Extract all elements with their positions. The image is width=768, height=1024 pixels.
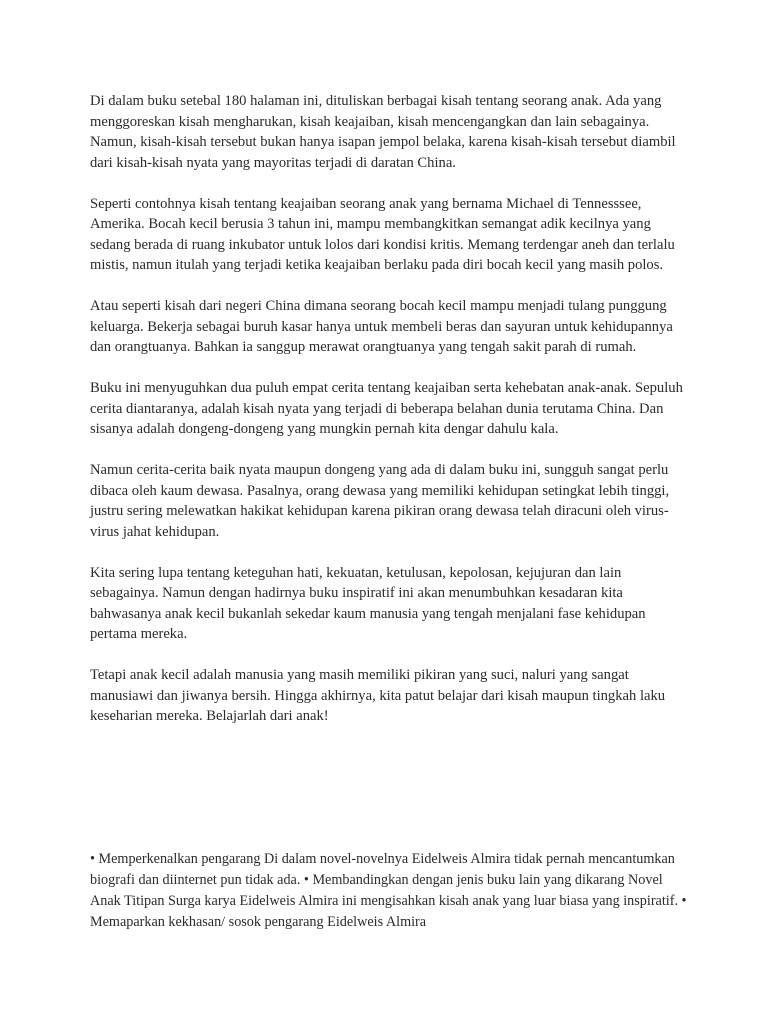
paragraph-7: Tetapi anak kecil adalah manusia yang masih memiliki pikiran yang suci, naluri yang sangat manusiawi dan jiwanya bersih. Hingga akhirnya, kita patut belajar dari kisah maupun tingkah laku keseharian mereka. Belajarlah dari anak!: [90, 667, 666, 724]
paragraph-5: Namun cerita-cerita baik nyata maupun dongeng yang ada di dalam buku ini, sungguh sangat perlu dibaca oleh kaum dewasa. Pasalnya, orang dewasa yang memiliki kehidupan setingkat lebih tinggi, justru sering melewatkan hakikat kehidupan karena pikiran orang dewasa telah diracuni oleh virus-virus jahat kehidupan.: [90, 462, 670, 540]
paragraph-6: Kita sering lupa tentang keteguhan hati, kekuatan, ketulusan, kepolosan, kejujuran dan lain sebagainya. Namun dengan hadirnya buku inspiratif ini akan menumbuhkan kesadaran kita bahwasanya anak kecil bukanlah sekedar kaum manusia yang tengah menjalani fase kehidupan pertama mereka.: [90, 564, 646, 642]
paragraph-4: Buku ini menyuguhkan dua puluh empat cerita tentang keajaiban serta kehebatan anak-anak. Sepuluh cerita diantaranya, adalah kisah nyata yang terjadi di beberapa belahan dunia terutama China. Dan sisanya adalah dongeng-dongeng yang mungkin pernah kita dengar dahulu kala.: [90, 380, 683, 437]
bullet-summary: [90, 849, 690, 933]
paragraph-2: Seperti contohnya kisah tentang keajaiban seorang anak yang bernama Michael di Tennesssee, Amerika. Bocah kecil berusia 3 tahun ini, mampu membangkitkan semangat adik kecilnya yang sedang berada di ruang inkubator untuk lolos dari kondisi kritis. Memang terdengar aneh dan terlalu mistis, namun itulah yang terjadi ketika keajaiban berlaku pada diri bocah kecil yang masih polos.: [90, 195, 675, 273]
document-body: [90, 91, 690, 747]
paragraph-1: Di dalam buku setebal 180 halaman ini, dituliskan berbagai kisah tentang seorang anak. Ada yang menggoreskan kisah mengharukan, kisah keajaiban, kisah mencengangkan dan lain sebagainya. Namun, kisah-kisah tersebut bukan hanya isapan jempol belaka, karena kisah-kisah tersebut diambil dari kisah-kisah nyata yang mayoritas terjadi di daratan China.: [90, 93, 676, 171]
bullet-paragraph: • Memperkenalkan pengarang Di dalam novel-novelnya Eidelweis Almira tidak pernah mencantumkan biografi dan diinternet pun tidak ada. • Membandingkan dengan jenis buku lain yang dikarang Novel Anak Titipan Surga karya Eidelweis Almira ini mengisahkan kisah anak yang luar biasa yang inspiratif. • Memaparkan kekhasan/ sosok pengarang Eidelweis Almira: [90, 851, 687, 930]
paragraph-3: Atau seperti kisah dari negeri China dimana seorang bocah kecil mampu menjadi tulang punggung keluarga. Bekerja sebagai buruh kasar hanya untuk membeli beras dan sayuran untuk kehidupannya dan orangtuanya. Bahkan ia sanggup merawat orangtuanya yang tengah sakit parah di rumah.: [90, 298, 673, 355]
